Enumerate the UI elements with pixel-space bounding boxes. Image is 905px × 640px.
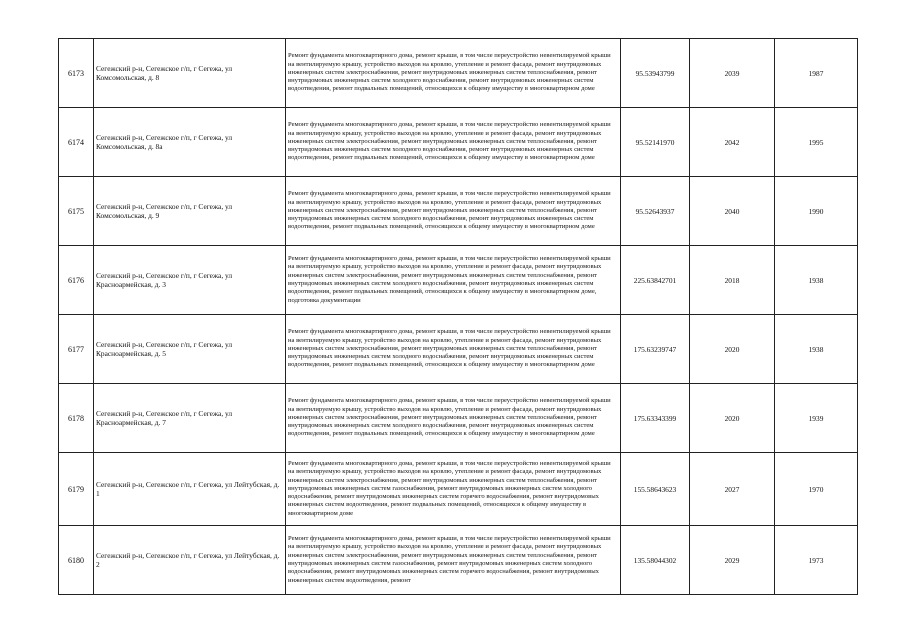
- table-row: [59, 384, 858, 453]
- planned-year-cell: 2020: [690, 384, 775, 453]
- build-year-cell: 1939: [775, 384, 858, 453]
- build-year-cell: 1990: [775, 177, 858, 246]
- row-number: 6177: [59, 315, 94, 384]
- works-cell: Ремонт фундамента многоквартирного дома, ремонт крыши, в том числе переустройство невентилируемой крыши на вентилируемую крышу, устройство выходов на кровлю, утепление и ремонт фасада, ремонт внутридомовых инженерных систем электроснабжения, ремонт внутридомовых инженерных систем теплоснабжения, ремонт внутридомовых инженерных систем холодного водоснабжения, ремонт внутридомовых инженерных систем водоотведения, ремонт подвальных помещений, относящихся к общему имуществу в многоквартирном доме: [286, 315, 621, 384]
- build-year-cell: 1987: [775, 39, 858, 108]
- table-row: [59, 453, 858, 526]
- build-year-cell: 1995: [775, 108, 858, 177]
- row-number: 6178: [59, 384, 94, 453]
- works-cell: Ремонт фундамента многоквартирного дома, ремонт крыши, в том числе переустройство невентилируемой крыши на вентилируемую крышу, устройство выходов на кровлю, утепление и ремонт фасада, ремонт внутридомовых инженерных систем электроснабжения, ремонт внутридомовых инженерных систем теплоснабжения, ремонт внутридомовых инженерных систем холодного водоснабжения, ремонт внутридомовых инженерных систем водоотведения, ремонт подвальных помещений, относящихся к общему имуществу в многоквартирном доме, подготовка документации: [286, 246, 621, 315]
- build-year-cell: 1938: [775, 246, 858, 315]
- planned-year-cell: 2018: [690, 246, 775, 315]
- cost-cell: 175.63343399: [621, 384, 690, 453]
- housing-repair-table: [58, 38, 858, 595]
- works-cell: Ремонт фундамента многоквартирного дома, ремонт крыши, в том числе переустройство невентилируемой крыши на вентилируемую крышу, устройство выходов на кровлю, утепление и ремонт фасада, ремонт внутридомовых инженерных систем электроснабжения, ремонт внутридомовых инженерных систем теплоснабжения, ремонт внутридомовых инженерных систем газоснабжения, ремонт внутридомовых инженерных систем холодного водоснабжения, ремонт внутридомовых инженерных систем горячего водоснабжения, ремонт внутридомовых инженерных систем водоотведения, ремонт подвальных помещений, относящихся к общему имуществу в многоквартирном доме: [286, 453, 621, 526]
- row-number: 6180: [59, 526, 94, 595]
- cost-cell: 95.53943799: [621, 39, 690, 108]
- table-row: [59, 246, 858, 315]
- table-row: [59, 39, 858, 108]
- cost-cell: 135.58044302: [621, 526, 690, 595]
- planned-year-cell: 2020: [690, 315, 775, 384]
- address-cell: Сегежский р-н, Сегежское г/п, г Сегежа, ул Лейтубская, д. 1: [94, 453, 286, 526]
- address-cell: Сегежский р-н, Сегежское г/п, г Сегежа, ул Красноармейская, д. 7: [94, 384, 286, 453]
- works-cell: Ремонт фундамента многоквартирного дома, ремонт крыши, в том числе переустройство невентилируемой крыши на вентилируемую крышу, устройство выходов на кровлю, утепление и ремонт фасада, ремонт внутридомовых инженерных систем электроснабжения, ремонт внутридомовых инженерных систем теплоснабжения, ремонт внутридомовых инженерных систем газоснабжения, ремонт внутридомовых инженерных систем холодного водоснабжения, ремонт внутридомовых инженерных систем горячего водоснабжения, ремонт внутридомовых инженерных систем водоотведения, ремонт: [286, 526, 621, 595]
- document-page: [58, 38, 847, 595]
- address-cell: Сегежский р-н, Сегежское г/п, г Сегежа, ул Красноармейская, д. 3: [94, 246, 286, 315]
- table-row: [59, 315, 858, 384]
- planned-year-cell: 2039: [690, 39, 775, 108]
- table-row: [59, 108, 858, 177]
- address-cell: Сегежский р-н, Сегежское г/п, г Сегежа, ул Комсомольская, д. 8: [94, 39, 286, 108]
- address-cell: Сегежский р-н, Сегежское г/п, г Сегежа, ул Красноармейская, д. 5: [94, 315, 286, 384]
- row-number: 6174: [59, 108, 94, 177]
- planned-year-cell: 2027: [690, 453, 775, 526]
- planned-year-cell: 2029: [690, 526, 775, 595]
- cost-cell: 95.52643937: [621, 177, 690, 246]
- table-row: [59, 526, 858, 595]
- table-row: [59, 177, 858, 246]
- works-cell: Ремонт фундамента многоквартирного дома, ремонт крыши, в том числе переустройство невентилируемой крыши на вентилируемую крышу, устройство выходов на кровлю, утепление и ремонт фасада, ремонт внутридомовых инженерных систем электроснабжения, ремонт внутридомовых инженерных систем теплоснабжения, ремонт внутридомовых инженерных систем холодного водоснабжения, ремонт внутридомовых инженерных систем водоотведения, ремонт подвальных помещений, относящихся к общему имуществу в многоквартирном доме: [286, 39, 621, 108]
- planned-year-cell: 2040: [690, 177, 775, 246]
- cost-cell: 95.52141970: [621, 108, 690, 177]
- cost-cell: 155.58643623: [621, 453, 690, 526]
- row-number: 6176: [59, 246, 94, 315]
- build-year-cell: 1938: [775, 315, 858, 384]
- row-number: 6175: [59, 177, 94, 246]
- row-number: 6179: [59, 453, 94, 526]
- build-year-cell: 1973: [775, 526, 858, 595]
- planned-year-cell: 2042: [690, 108, 775, 177]
- cost-cell: 175.63239747: [621, 315, 690, 384]
- row-number: 6173: [59, 39, 94, 108]
- cost-cell: 225.63842701: [621, 246, 690, 315]
- address-cell: Сегежский р-н, Сегежское г/п, г Сегежа, ул Лейтубская, д. 2: [94, 526, 286, 595]
- works-cell: Ремонт фундамента многоквартирного дома, ремонт крыши, в том числе переустройство невентилируемой крыши на вентилируемую крышу, устройство выходов на кровлю, утепление и ремонт фасада, ремонт внутридомовых инженерных систем электроснабжения, ремонт внутридомовых инженерных систем теплоснабжения, ремонт внутридомовых инженерных систем холодного водоснабжения, ремонт внутридомовых инженерных систем водоотведения, ремонт подвальных помещений, относящихся к общему имуществу в многоквартирном доме: [286, 384, 621, 453]
- build-year-cell: 1970: [775, 453, 858, 526]
- address-cell: Сегежский р-н, Сегежское г/п, г Сегежа, ул Комсомольская, д. 8а: [94, 108, 286, 177]
- works-cell: Ремонт фундамента многоквартирного дома, ремонт крыши, в том числе переустройство невентилируемой крыши на вентилируемую крышу, устройство выходов на кровлю, утепление и ремонт фасада, ремонт внутридомовых инженерных систем электроснабжения, ремонт внутридомовых инженерных систем теплоснабжения, ремонт внутридомовых инженерных систем холодного водоснабжения, ремонт внутридомовых инженерных систем водоотведения, ремонт подвальных помещений, относящихся к общему имуществу в многоквартирном доме: [286, 108, 621, 177]
- works-cell: Ремонт фундамента многоквартирного дома, ремонт крыши, в том числе переустройство невентилируемой крыши на вентилируемую крышу, устройство выходов на кровлю, утепление и ремонт фасада, ремонт внутридомовых инженерных систем электроснабжения, ремонт внутридомовых инженерных систем теплоснабжения, ремонт внутридомовых инженерных систем холодного водоснабжения, ремонт внутридомовых инженерных систем водоотведения, ремонт подвальных помещений, относящихся к общему имуществу в многоквартирном доме: [286, 177, 621, 246]
- address-cell: Сегежский р-н, Сегежское г/п, г Сегежа, ул Комсомольская, д. 9: [94, 177, 286, 246]
